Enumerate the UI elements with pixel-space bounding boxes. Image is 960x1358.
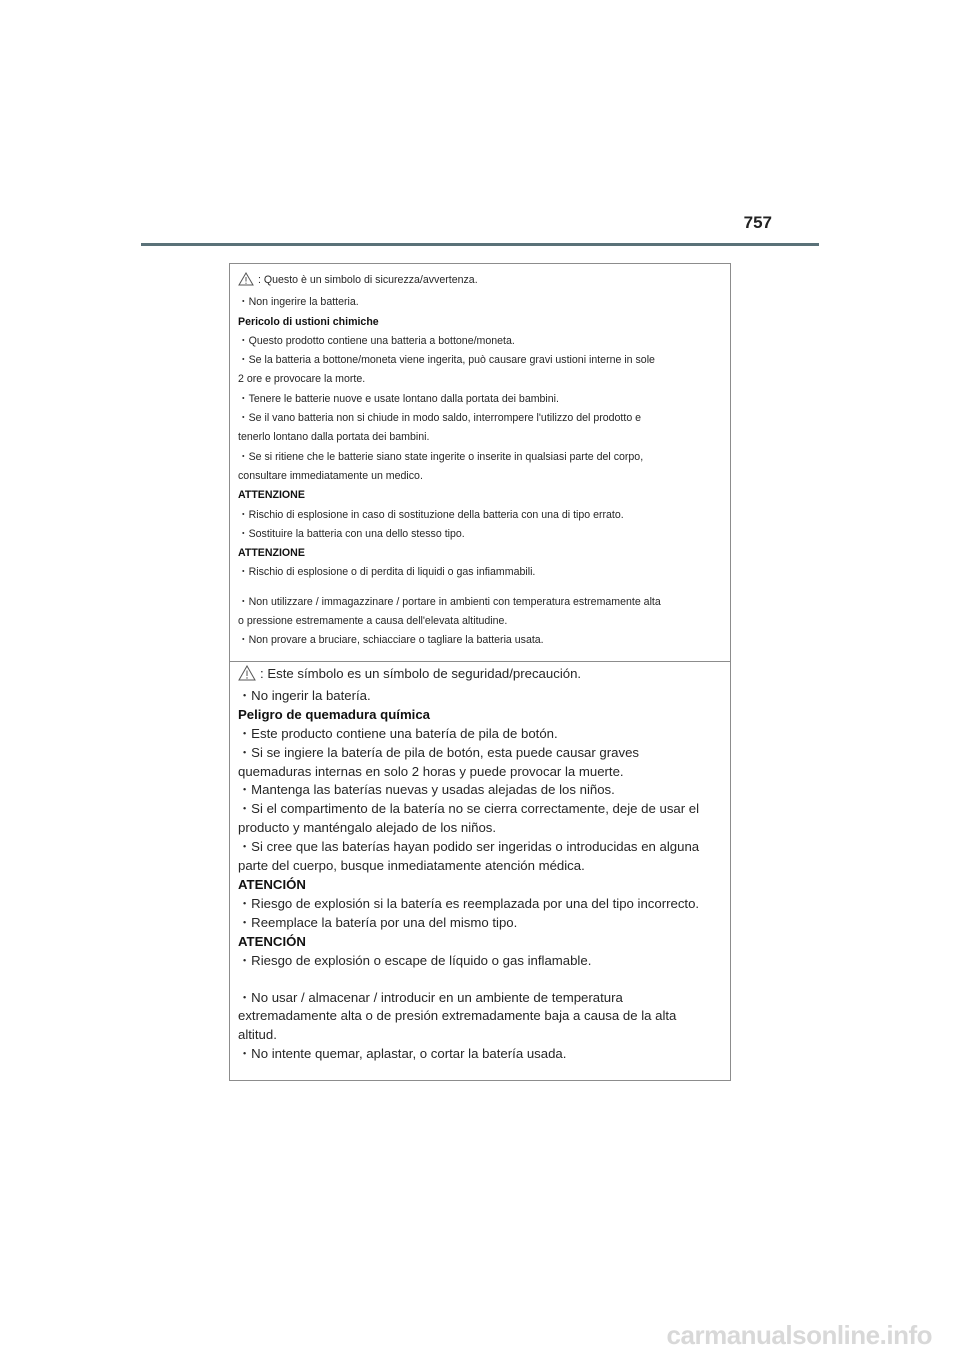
spanish-line: ・Si el compartimento de la batería no se cierra correctamente, deje de usar el <box>238 801 700 817</box>
italian-line: ・Rischio di esplosione in caso di sostituzione della batteria con una di tipo errato. <box>238 508 624 521</box>
spanish-line: ・Este producto contiene una batería de pila de botón. <box>238 725 558 741</box>
spanish-warning-box <box>229 661 731 1081</box>
spanish-heading: Peligro de quemadura química <box>238 706 430 722</box>
spanish-line: ・Si se ingiere la batería de pila de botón, esta puede causar graves <box>238 744 640 760</box>
header-rule <box>141 243 819 246</box>
footer <box>0 1318 960 1358</box>
italian-line: o pressione estremamente a causa dell'elevata altitudine. <box>238 615 508 628</box>
spanish-line: ・Reemplace la batería por una del mismo tipo. <box>238 914 518 930</box>
italian-line: ・Non utilizzare / immagazzinare / portare in ambienti con temperatura estremamente alta <box>238 595 661 608</box>
italian-warning-box <box>229 263 731 662</box>
italian-line: ・Non ingerire la batteria. <box>238 296 359 309</box>
warning-triangle-icon <box>238 272 254 293</box>
italian-line: ・Non provare a bruciare, schiacciare o tagliare la batteria usata. <box>238 634 544 647</box>
italian-spacer <box>238 583 722 593</box>
italian-line: 2 ore e provocare la morte. <box>238 373 366 386</box>
italian-heading: Pericolo di ustioni chimiche <box>238 315 379 328</box>
spanish-line: ・Riesgo de explosión o escape de líquido o gas inflamable. <box>238 952 592 968</box>
spanish-line: ・Mantenga las baterías nuevas y usadas alejadas de los niños. <box>238 782 615 798</box>
spanish-line: ・No ingerir la batería. <box>238 687 371 703</box>
italian-line: ・Sostituire la batteria con una dello stesso tipo. <box>238 527 465 540</box>
spanish-line: ・No intente quemar, aplastar, o cortar la batería usada. <box>238 1046 567 1062</box>
spanish-symbol-text: : Este símbolo es un símbolo de seguridad/precaución. <box>260 666 582 681</box>
spanish-spacer <box>238 971 722 989</box>
italian-line: ・Questo prodotto contiene una batteria a bottone/moneta. <box>238 334 515 347</box>
page-number: 757 <box>743 213 772 232</box>
italian-line: ・Rischio di esplosione o di perdita di liquidi o gas infiammabili. <box>238 566 536 579</box>
italian-heading: ATTENZIONE <box>238 547 305 560</box>
italian-symbol-line <box>238 271 722 293</box>
italian-line: consultare immediatamente un medico. <box>238 469 423 482</box>
footer-watermark[interactable]: carmanualsonline.info <box>666 1320 932 1350</box>
spanish-line: parte del cuerpo, busque inmediatamente atención médica. <box>238 858 585 874</box>
italian-line: ・Se si ritiene che le batterie siano state ingerite o inserite in qualsiasi parte del corpo, <box>238 450 644 463</box>
warning-triangle-icon <box>238 665 256 687</box>
spanish-line: ・Riesgo de explosión si la batería es reemplazada por una del tipo incorrecto. <box>238 895 700 911</box>
spanish-line: ・No usar / almacenar / introducir en un ambiente de temperatura <box>238 989 623 1005</box>
spanish-line: producto y manténgalo alejado de los niños. <box>238 820 497 836</box>
italian-symbol-text: : Questo è un simbolo di sicurezza/avvertenza. <box>258 274 478 286</box>
spanish-line: quemaduras internas en solo 2 horas y puede provocar la muerte. <box>238 763 624 779</box>
spanish-heading: ATENCIÓN <box>238 933 306 949</box>
italian-heading: ATTENZIONE <box>238 489 305 502</box>
italian-line: ・Se il vano batteria non si chiude in modo saldo, interrompere l'utilizzo del prodotto e <box>238 412 642 425</box>
italian-line: ・Se la batteria a bottone/moneta viene ingerita, può causare gravi ustioni interne in sole <box>238 354 655 367</box>
italian-line: tenerlo lontano dalla portata dei bambini. <box>238 431 430 444</box>
spanish-line: extremadamente alta o de presión extremadamente baja a causa de la alta <box>238 1008 677 1024</box>
spanish-symbol-line <box>238 665 722 687</box>
spanish-line: ・Si cree que las baterías hayan podido ser ingeridas o introducidas en alguna <box>238 839 700 855</box>
spanish-line: altitud. <box>238 1027 277 1043</box>
spanish-heading: ATENCIÓN <box>238 876 306 892</box>
italian-line: ・Tenere le batterie nuove e usate lontano dalla portata dei bambini. <box>238 392 559 405</box>
